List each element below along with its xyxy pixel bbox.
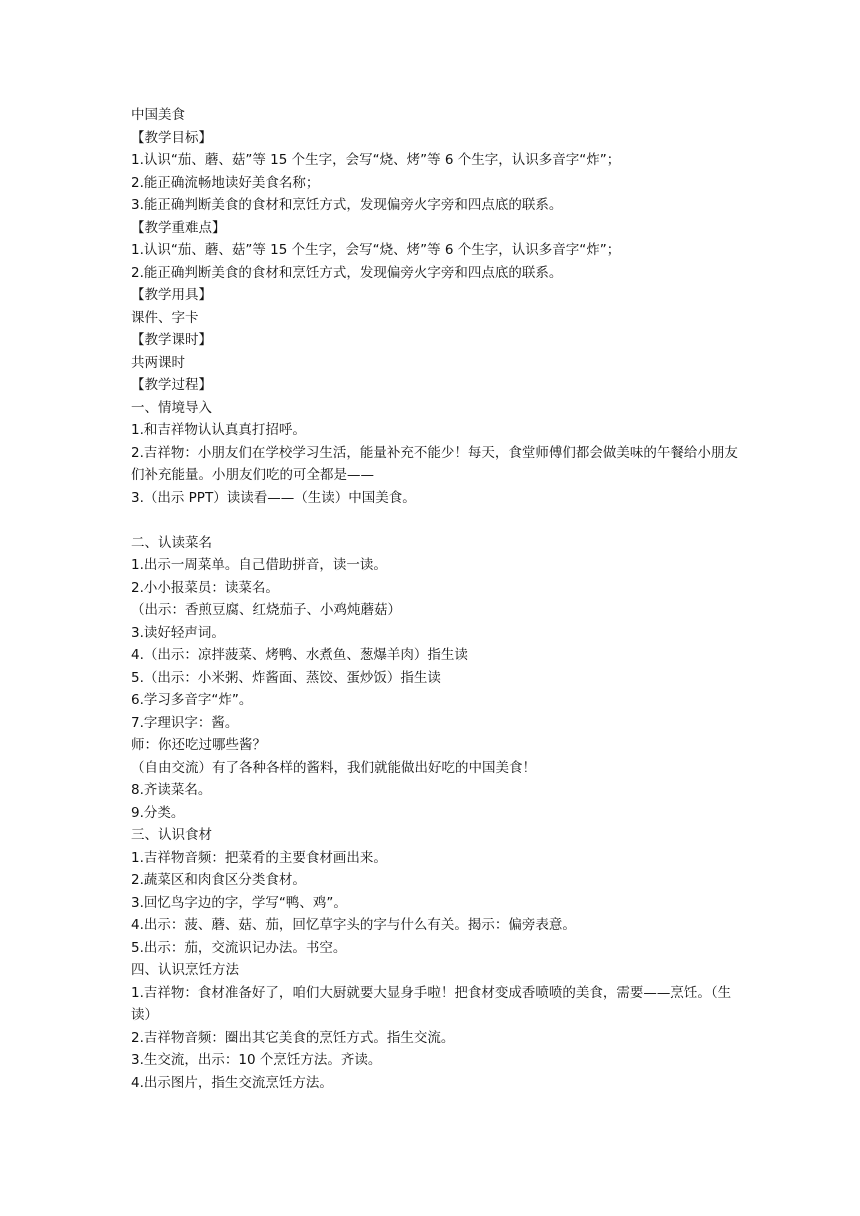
- part2-item: 3.读好轻声词。: [131, 624, 225, 641]
- part3-item: 2.蔬菜区和肉食区分类食材。: [131, 872, 306, 888]
- hours-heading: 【教学课时】: [131, 332, 212, 348]
- part3-item: 1.吉祥物音频：把菜肴的主要食材画出来。: [131, 849, 387, 866]
- part4-item: 2.吉祥物音频：圈出其它美食的烹饪方式。指生交流。: [131, 1029, 455, 1046]
- document-page: [131, 104, 739, 1094]
- hours-text: 共两课时: [131, 354, 185, 371]
- tools-heading: 【教学用具】: [131, 287, 212, 303]
- document-title: 中国美食: [131, 107, 185, 123]
- part3-item: 4.出示：菠、蘑、菇、茄，回忆草字头的字与什么有关。揭示：偏旁表意。: [131, 917, 576, 933]
- part2-item: 师：你还吃过哪些酱？: [131, 737, 266, 753]
- keypoint-item: 2.能正确判断美食的食材和烹饪方式，发现偏旁火字旁和四点底的联系。: [131, 264, 563, 281]
- goal-item: 1.认识“茄、蘑、菇”等 15 个生字，会写“烧、烤”等 6 个生字，认识多音字“炸”；: [131, 152, 621, 168]
- tools-text: 课件、字卡: [131, 309, 199, 326]
- part2-item: 2.小小报菜员：读菜名。: [131, 579, 279, 596]
- part3-item: 3.回忆鸟字边的字，学写“鸭、鸡”。: [131, 894, 347, 911]
- part3-heading: 三、认识食材: [131, 827, 212, 843]
- keypoint-item: 1.认识“茄、蘑、菇”等 15 个生字，会写“烧、烤”等 6 个生字，认识多音字“炸”；: [131, 242, 621, 258]
- part4-item: 3.生交流，出示：10 个烹饪方法。齐读。: [131, 1052, 382, 1068]
- goal-item: 2.能正确流畅地读好美食名称；: [131, 174, 320, 191]
- part2-item: （出示：香煎豆腐、红烧茄子、小鸡炖蘑菇）: [131, 602, 401, 618]
- part4-item: 4.出示图片，指生交流烹饪方法。: [131, 1074, 333, 1091]
- keypoints-heading: 【教学重难点】: [131, 219, 226, 236]
- part1-item: 3.（出示 PPT）读读看——（生读）中国美食。: [131, 489, 416, 506]
- part2-heading: 二、认读菜名: [131, 534, 212, 551]
- part1-item: 2.吉祥物：小朋友们在学校学习生活，能量补充不能少！每天，食堂师傅们都会做美味的午餐给小朋友们补充能量。小朋友们吃的可全都是——: [131, 444, 738, 483]
- part2-item: （自由交流）有了各种各样的酱料，我们就能做出好吃的中国美食！: [131, 759, 536, 776]
- part2-item: 5.（出示：小米粥、炸酱面、蒸饺、蛋炒饭）指生读: [131, 669, 441, 686]
- goals-heading: 【教学目标】: [131, 129, 212, 146]
- part2-item: 7.字理识字：酱。: [131, 714, 239, 731]
- part4-item: 1.吉祥物：食材准备好了，咱们大厨就要大显身手啦！把食材变成香喷喷的美食，需要——烹饪。（生读）: [131, 984, 732, 1023]
- part1-item: 1.和吉祥物认认真真打招呼。: [131, 422, 306, 438]
- part2-item: 6.学习多音字“炸”。: [131, 692, 253, 708]
- part4-heading: 四、认识烹饪方法: [131, 962, 239, 978]
- part3-item: 5.出示：茄，交流识记办法。书空。: [131, 939, 347, 956]
- part1-heading: 一、情境导入: [131, 399, 212, 416]
- part2-item: 1.出示一周菜单。自己借助拼音，读一读。: [131, 557, 387, 573]
- process-heading: 【教学过程】: [131, 377, 212, 393]
- part2-item: 9.分类。: [131, 804, 185, 821]
- part2-item: 4.（出示：凉拌菠菜、烤鸭、水煮鱼、葱爆羊肉）指生读: [131, 647, 468, 663]
- goal-item: 3.能正确判断美食的食材和烹饪方式，发现偏旁火字旁和四点底的联系。: [131, 197, 563, 213]
- part2-item: 8.齐读菜名。: [131, 782, 212, 798]
- blank-line: [131, 509, 739, 532]
